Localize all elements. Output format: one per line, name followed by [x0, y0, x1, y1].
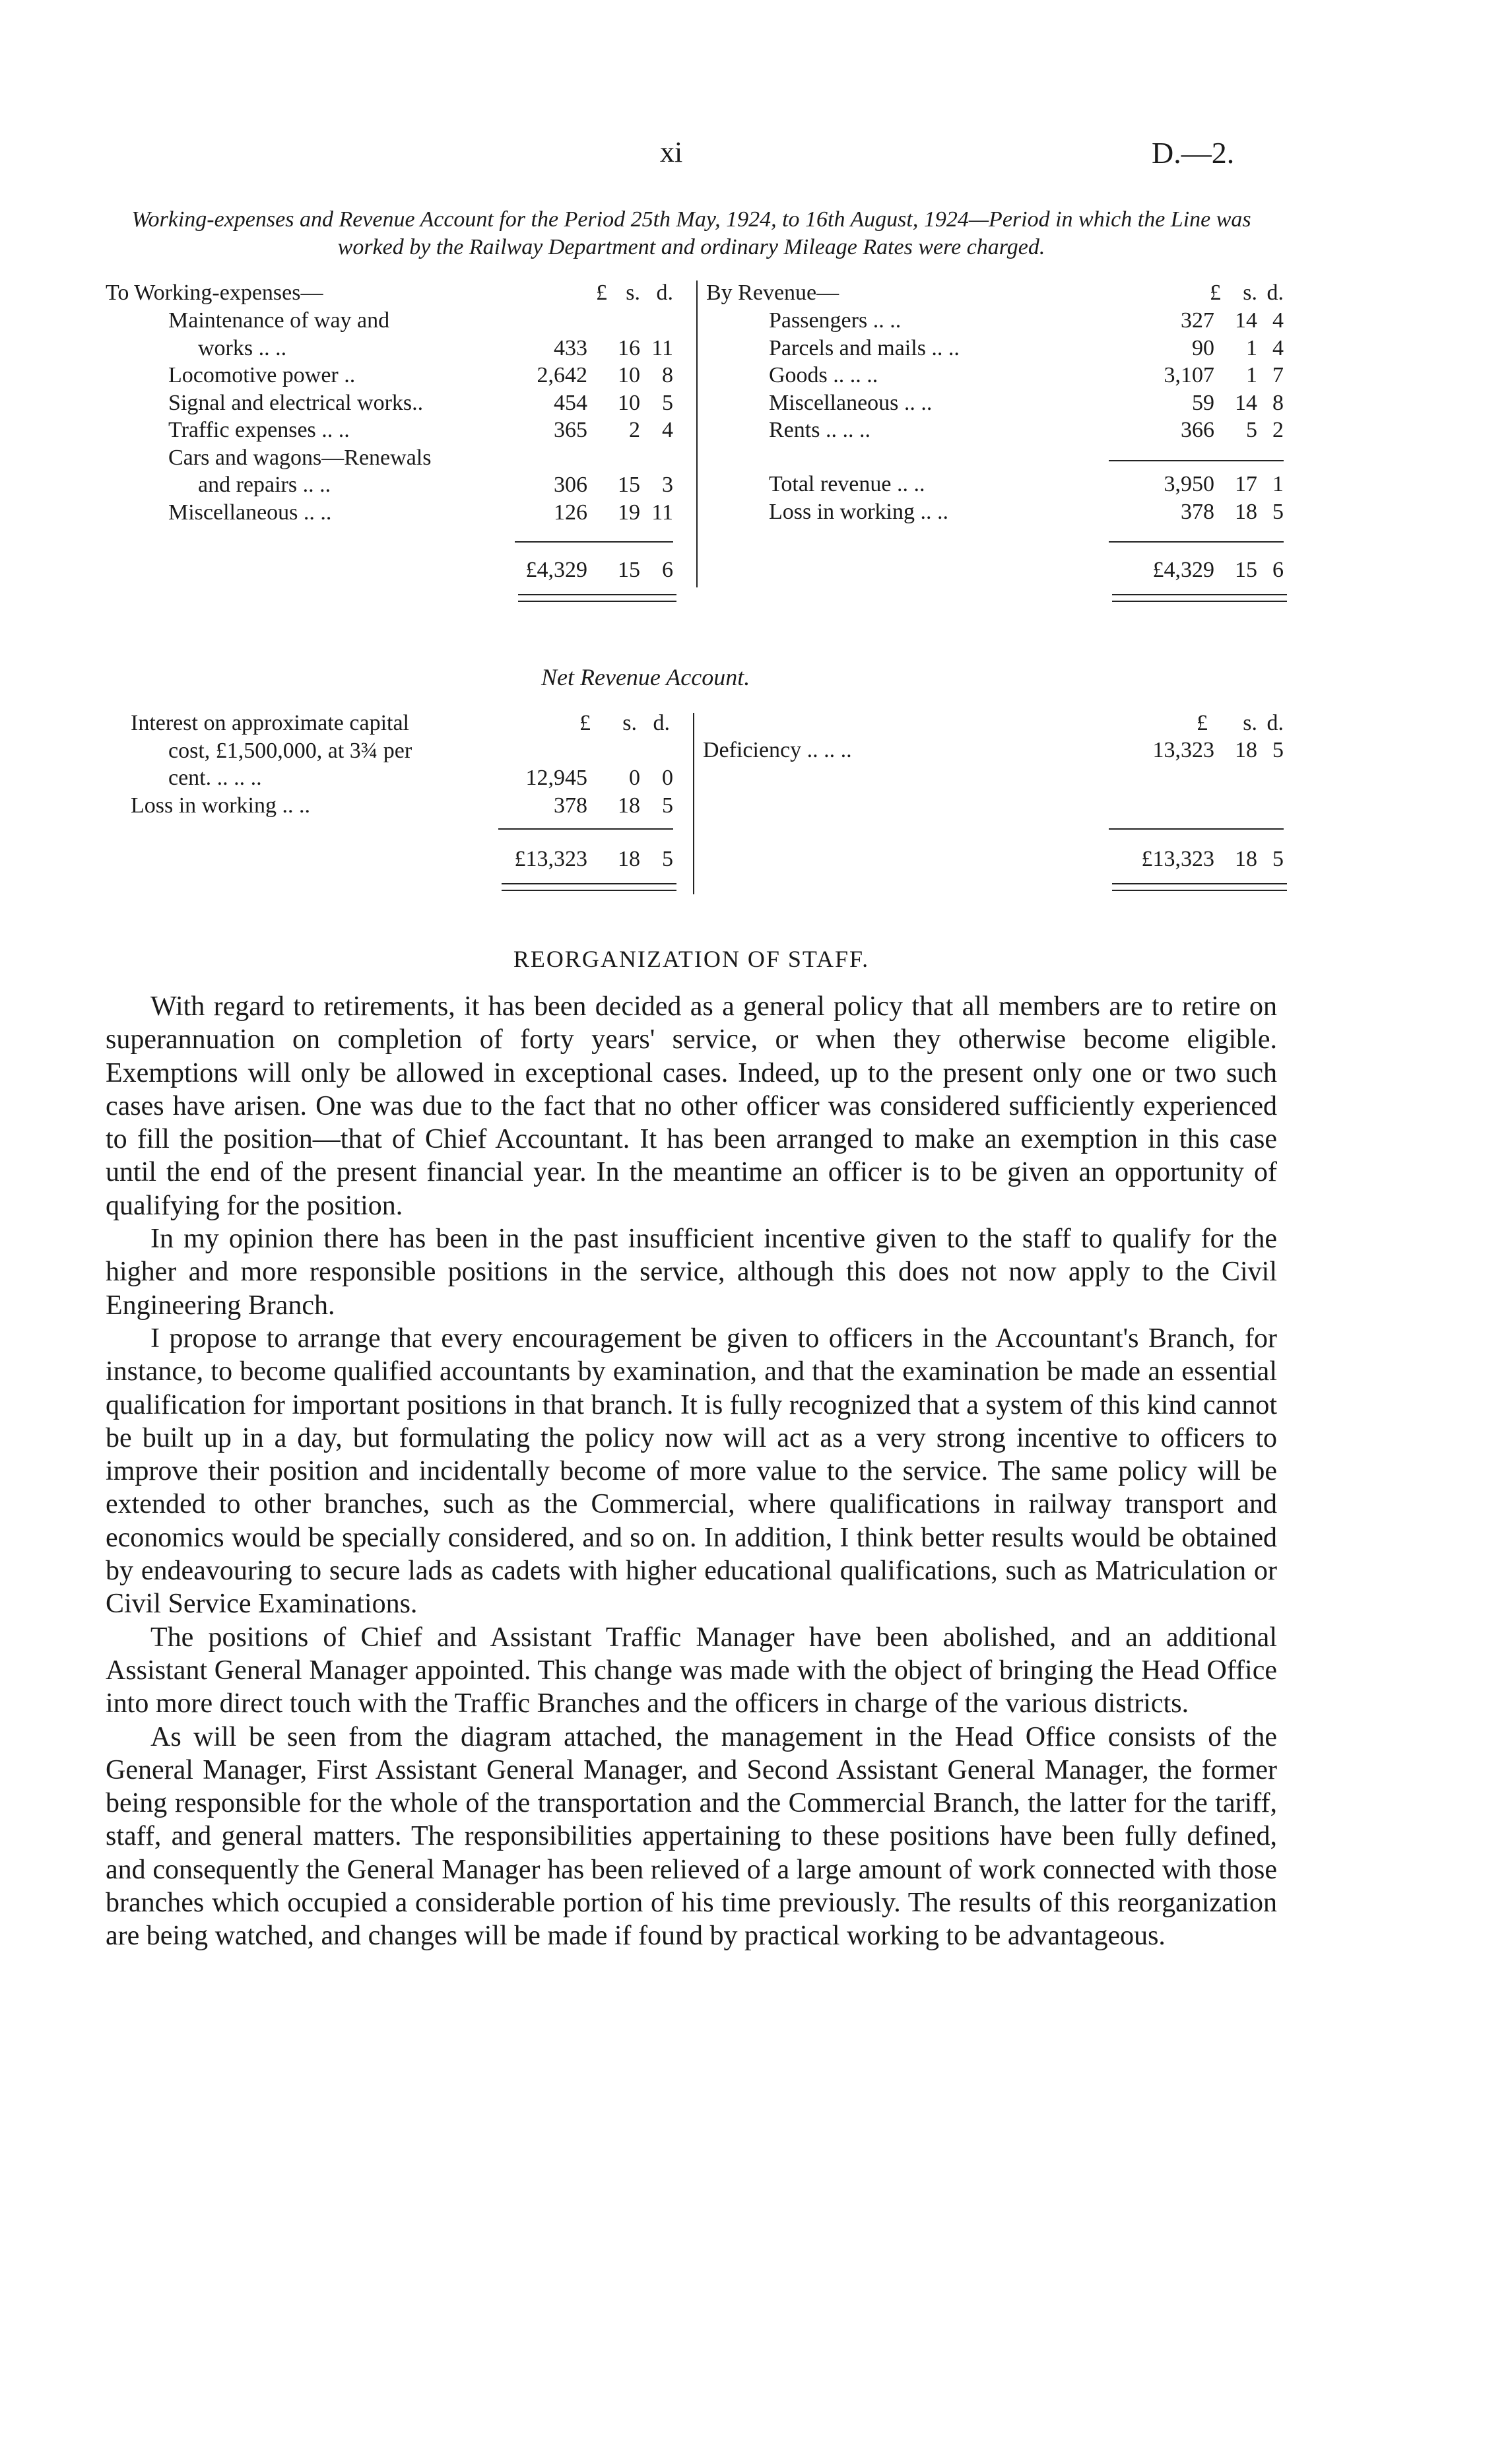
section-title: REORGANIZATION OF STAFF. [513, 946, 870, 972]
expense-row-pence: 11 [651, 335, 673, 360]
net-debit-row-pounds: 12,945 [525, 766, 587, 790]
revenue-summary-shillings: 18 [1235, 499, 1257, 524]
debit-total-shillings: 15 [618, 558, 640, 582]
expense-row-shillings: 15 [618, 473, 640, 497]
net-credit-subtotal-rule [1109, 828, 1284, 830]
expense-row-label: Traffic expenses .. .. [168, 418, 350, 442]
expense-row-shillings: 10 [618, 363, 640, 387]
credit-subtotal-rule [1109, 541, 1284, 543]
revenue-row-pounds: 59 [1192, 390, 1214, 415]
net-debit-total-pence: 5 [662, 847, 673, 871]
net-debit-double-rule [502, 883, 676, 891]
pounds-col-header: £ [1210, 281, 1221, 305]
net-credit-row-pounds: 13,323 [1152, 738, 1214, 762]
credit-total-shillings: 15 [1235, 558, 1257, 582]
expense-row-pounds: 126 [554, 500, 587, 525]
expense-row-pounds: 306 [554, 473, 587, 497]
revenue-row-pounds: 327 [1181, 308, 1214, 333]
revenue-row-pence: 2 [1272, 418, 1284, 442]
expense-row-pence: 3 [662, 473, 673, 497]
net-debit-subtotal-rule [498, 828, 673, 830]
debit-total-pounds: £4,329 [525, 558, 587, 582]
net-debit-row-label: cent. .. .. .. [168, 766, 262, 790]
revenue-summary-shillings: 17 [1235, 472, 1257, 496]
shillings-col-header: s. [1243, 281, 1257, 305]
paragraph: With regard to retirements, it has been decided as a general policy that all members are to retire on superannuation on completion of forty years' service, or when they otherwise become eligible. Exemptions will only be allowed in exceptional cases. Indeed, up to the present only one or two such cases have arisen. One was due to the fact that no other officer was considered sufficiently experienced to fill the position—that of Chief Accountant. It has been arranged to make an exemption in this case until the end of the present financial year. In the meantime an officer is to be given an opportunity of qualifying for the position. [106, 991, 1277, 1221]
revenue-summary-pounds: 378 [1181, 499, 1214, 524]
net-credit-total-pence: 5 [1272, 847, 1284, 871]
net-debit-row-label: Interest on approximate capital [131, 711, 409, 735]
revenue-summary-label: Total revenue .. .. [769, 472, 925, 496]
pence-col-header: d. [1266, 281, 1284, 305]
credit-heading: By Revenue— [706, 281, 839, 305]
pounds-col-header: £ [579, 711, 591, 735]
revenue-row-pence: 8 [1272, 390, 1284, 415]
revenue-summary-label: Loss in working .. .. [769, 499, 948, 524]
expense-row-pence: 11 [651, 500, 673, 525]
debit-heading: To Working-expenses— [106, 281, 323, 305]
expense-row-shillings: 2 [629, 418, 640, 442]
revenue-row-pence: 4 [1272, 335, 1284, 360]
paragraph: In my opinion there has been in the past insufficient incentive given to the staff to qualify for the higher and more responsible positions in the service, although this does not now apply to the Civil Engineering Branch. [106, 1224, 1277, 1321]
expense-row-shillings: 19 [618, 500, 640, 525]
revenue-row-shillings: 5 [1246, 418, 1257, 442]
expense-row-label: Locomotive power .. [168, 363, 356, 387]
revenue-row-pence: 7 [1272, 363, 1284, 387]
section-body [106, 990, 1277, 1953]
shillings-col-header: s. [626, 281, 640, 305]
expense-row-pounds: 454 [554, 390, 587, 415]
page-number: xi [660, 136, 683, 168]
revenue-summary-pounds: 3,950 [1164, 472, 1214, 496]
revenue-row-shillings: 14 [1235, 390, 1257, 415]
revenue-row-pounds: 90 [1192, 335, 1214, 360]
net-credit-row-label: Deficiency .. .. .. [703, 738, 852, 762]
expense-row-pounds: 2,642 [537, 363, 587, 387]
net-credit-double-rule [1112, 883, 1287, 891]
net-debit-total-shillings: 18 [618, 847, 640, 871]
credit-total-pounds: £4,329 [1152, 558, 1214, 582]
net-account-divider [693, 713, 694, 894]
expense-row-label: Miscellaneous .. .. [168, 500, 332, 525]
net-debit-total-pounds: £13,323 [514, 847, 587, 871]
revenue-row-label: Parcels and mails .. .. [769, 335, 960, 360]
revenue-row-pounds: 3,107 [1164, 363, 1214, 387]
expense-row-shillings: 10 [618, 390, 640, 415]
shillings-col-header: s. [622, 711, 637, 735]
net-debit-row-pence: 5 [662, 793, 673, 818]
revenue-subtotal-rule [1109, 460, 1284, 461]
expense-row-pounds: 433 [554, 335, 587, 360]
revenue-row-shillings: 14 [1235, 308, 1257, 333]
net-credit-total-pounds: £13,323 [1141, 847, 1214, 871]
expense-row-pence: 8 [662, 363, 673, 387]
net-credit-row-pence: 5 [1272, 738, 1284, 762]
net-debit-row-pounds: 378 [554, 793, 587, 818]
expense-row-pence: 5 [662, 390, 673, 415]
net-debit-row-label: Loss in working .. .. [131, 793, 310, 818]
net-credit-row-shillings: 18 [1235, 738, 1257, 762]
revenue-summary-pence: 1 [1272, 472, 1284, 496]
expense-row-label: Cars and wagons—Renewals [168, 445, 432, 470]
revenue-row-pounds: 366 [1181, 418, 1214, 442]
expense-row-label: works .. .. [198, 335, 287, 360]
pounds-col-header: £ [596, 281, 607, 305]
expense-row-label: Signal and electrical works.. [168, 390, 424, 415]
document-reference: D.—2. [1152, 136, 1235, 170]
pence-col-header: d. [656, 281, 673, 305]
shillings-col-header: s. [1243, 711, 1257, 735]
expense-row-label: Maintenance of way and [168, 308, 390, 333]
net-debit-row-shillings: 18 [618, 793, 640, 818]
pence-col-header: d. [1266, 711, 1284, 735]
revenue-row-pence: 4 [1272, 308, 1284, 333]
credit-total-pence: 6 [1272, 558, 1284, 582]
expense-row-shillings: 16 [618, 335, 640, 360]
expense-row-label: and repairs .. .. [198, 473, 331, 497]
credit-total-double-rule [1112, 594, 1287, 602]
pence-col-header: d. [653, 711, 670, 735]
paragraph: I propose to arrange that every encouragement be given to officers in the Accountant's Branch, for instance, to become qualified accountants by examination, and that the examination be made an essential qualification for important positions in that branch. It is fully recognized that a system of this kind cannot be built up in a day, but formulating the policy now will act as a very strong incentive to officers to improve their position and incidentally become of more value to the service. The same policy will be extended to other branches, such as the Commercial, where qualifications in railway transport and economics would be specially considered, and so on. In addition, I think better results would be obtained by endeavouring to secure lads as cadets with higher educational qualifications, such as Matriculation or Civil Service Examinations. [106, 1323, 1277, 1620]
paragraph: The positions of Chief and Assistant Traffic Manager have been abolished, and an additional Assistant General Manager appointed. This change was made with the object of bringing the Head Office into more direct touch with the Traffic Branches and the officers in charge of the various districts. [106, 1622, 1277, 1719]
working-account-title: Working-expenses and Revenue Account for the Period 25th May, 1924, to 16th August, 1924—Period in which the Line was worked by the Railway Department and ordinary Mileage Rates were charged. [131, 207, 1251, 259]
pounds-col-header: £ [1197, 711, 1208, 735]
paragraph: As will be seen from the diagram attached, the management in the Head Office consists of the General Manager, First Assistant General Manager, and Second Assistant General Manager, the former being responsible for the whole of the transportation and the Commercial Branch, the latter for the tariff, staff, and general matters. The responsibilities appertaining to these positions have been fully defined, and consequently the General Manager has been relieved of a large amount of work connected with those branches which occupied a considerable portion of his time previously. The results of this reorganization are being watched, and changes will be made if found by practical working to be advantageous. [106, 1721, 1277, 1952]
expense-row-pence: 4 [662, 418, 673, 442]
revenue-row-label: Miscellaneous .. .. [769, 390, 933, 415]
net-debit-row-shillings: 0 [629, 766, 640, 790]
revenue-row-label: Goods .. .. .. [769, 363, 878, 387]
revenue-row-label: Passengers .. .. [769, 308, 902, 333]
account-divider [696, 281, 698, 587]
debit-subtotal-rule [515, 541, 673, 543]
net-debit-row-label: cost, £1,500,000, at 3¾ per [168, 738, 412, 763]
expense-row-pounds: 365 [554, 418, 587, 442]
net-account-title: Net Revenue Account. [541, 664, 750, 690]
revenue-summary-pence: 5 [1272, 499, 1284, 524]
debit-total-double-rule [518, 594, 676, 602]
net-credit-total-shillings: 18 [1235, 847, 1257, 871]
revenue-row-label: Rents .. .. .. [769, 418, 871, 442]
debit-total-pence: 6 [662, 558, 673, 582]
revenue-row-shillings: 1 [1246, 335, 1257, 360]
revenue-row-shillings: 1 [1246, 363, 1257, 387]
net-debit-row-pence: 0 [662, 766, 673, 790]
